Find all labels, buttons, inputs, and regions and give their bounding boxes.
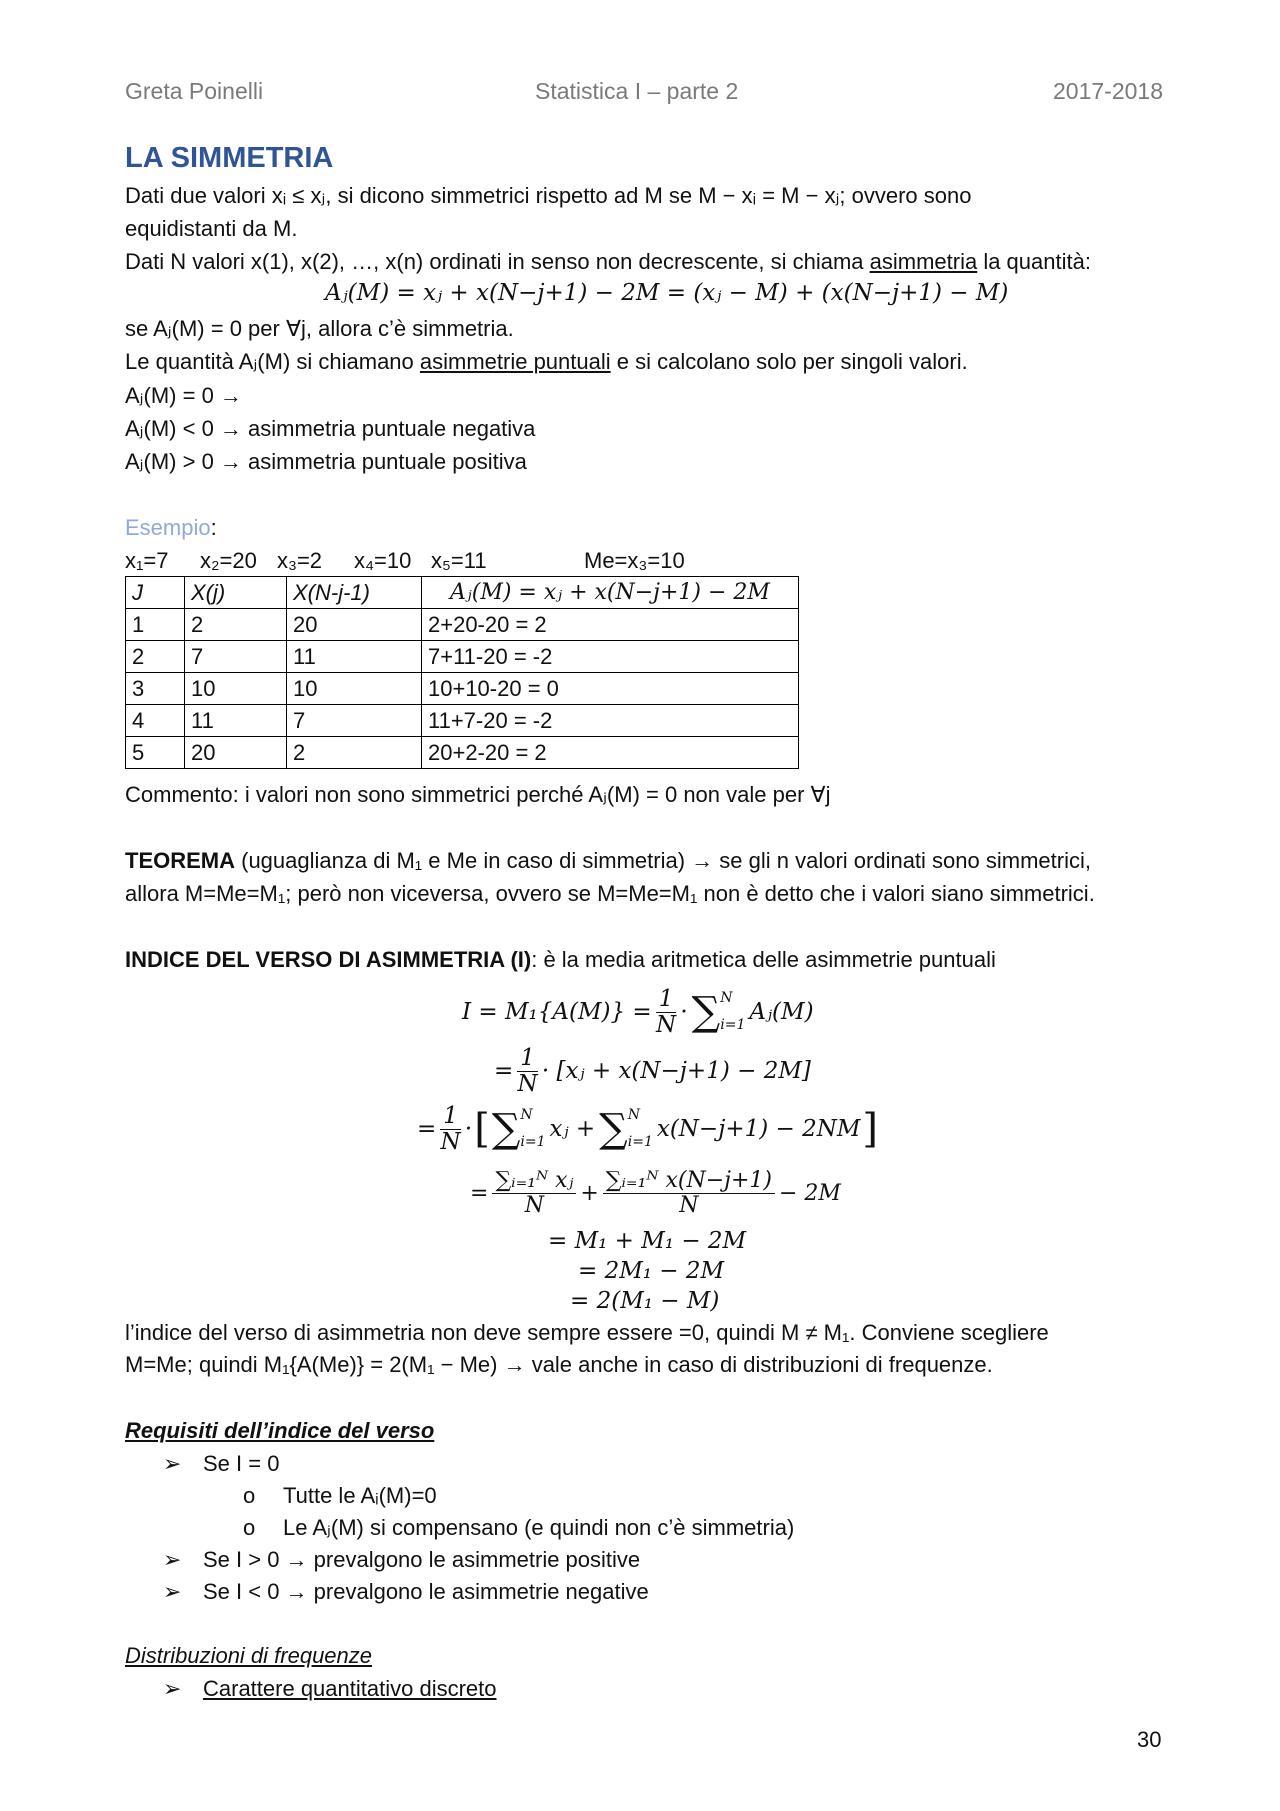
requisiti-sub-2 xyxy=(243,1515,794,1541)
requisiti-item-3-text: Se I < 0 → prevalgono le asimmetrie negative xyxy=(203,1579,649,1604)
table-cell: 2 xyxy=(126,641,185,673)
eq3-sum2-symbol: ∑ xyxy=(599,1106,628,1152)
index-after-line-2: M=Me; quindi M₁{A(Me)} = 2(M₁ − Me) → vale anche in caso di distribuzioni di frequenze. xyxy=(125,1352,993,1377)
eq3-sum-1 xyxy=(492,1102,546,1155)
eq2-rhs: · [xⱼ + x(N−j+1) − 2M] xyxy=(541,1058,811,1084)
eq1-denominator: N xyxy=(655,1011,677,1038)
eq4-fraction-1 xyxy=(492,1169,576,1216)
eq3-sum1-limits xyxy=(520,1102,545,1155)
example-value-1: x₁=7 xyxy=(125,548,169,573)
requisiti-item-3 xyxy=(163,1579,649,1605)
case-negative: Aⱼ(M) < 0 → asimmetria puntuale negativa xyxy=(125,416,536,441)
eq1-sum-lower: i=1 xyxy=(720,1017,746,1033)
circle-bullet-icon: o xyxy=(243,1515,256,1540)
example-table xyxy=(125,576,799,769)
table-cell: 10 xyxy=(287,673,422,705)
arrow-bullet-icon: ➢ xyxy=(163,1676,182,1701)
requisiti-title: Requisiti dell’indice del verso xyxy=(125,1418,435,1443)
section-title: LA SIMMETRIA xyxy=(125,142,334,174)
table-cell: 11+7-20 = -2 xyxy=(422,705,799,737)
formula-asymmetry: Aⱼ(M) = xⱼ + x(N−j+1) − 2M = (xⱼ − M) + (x(N−j+1) − M) xyxy=(325,280,1009,306)
table-cell: 2 xyxy=(287,737,422,769)
table-header-cell: X(j) xyxy=(185,577,287,609)
theorem-label: TEOREMA xyxy=(125,848,235,873)
eq4-tail: − 2M xyxy=(778,1180,841,1206)
example-label-colon: : xyxy=(210,515,217,540)
table-cell: 10+10-20 = 0 xyxy=(422,673,799,705)
table-header-cell: X(N-j-1) xyxy=(287,577,422,609)
table-cell: 10 xyxy=(185,673,287,705)
header-course: Statistica I – parte 2 xyxy=(535,78,739,104)
eq1-rhs: Aⱼ(M) xyxy=(749,999,814,1025)
table-header-cell: J xyxy=(126,577,185,609)
table-cell: 20 xyxy=(185,737,287,769)
table-header-cell: Aⱼ(M) = xⱼ + x(N−j+1) − 2M xyxy=(422,577,799,609)
header-author: Greta Poinelli xyxy=(125,78,264,104)
eq1-lhs: I = M₁{A(M)} = xyxy=(462,999,652,1025)
asymmetry-def-text: Dati N valori x(1), x(2), …, x(n) ordinati in senso non decrescente, si chiama xyxy=(125,249,870,274)
example-value-5: x₅=11 xyxy=(431,548,487,573)
point-asym-term: asimmetrie puntuali xyxy=(419,349,611,374)
table-row xyxy=(126,609,799,641)
equation-line-4 xyxy=(470,1160,841,1226)
example-median: Me=x₃=10 xyxy=(584,548,685,573)
equation-line-1 xyxy=(462,980,814,1044)
eq2-equals: = xyxy=(494,1058,514,1084)
eq3-denominator: N xyxy=(440,1128,461,1155)
eq3-sum-2 xyxy=(599,1102,653,1155)
point-asym-text: Le quantità Aⱼ(M) si chiamano xyxy=(125,349,420,374)
table-row xyxy=(126,705,799,737)
eq4-fraction-1-denominator: N xyxy=(524,1192,545,1218)
table-cell: 2+20-20 = 2 xyxy=(422,609,799,641)
table-row xyxy=(126,737,799,769)
eq1-sum xyxy=(692,985,746,1038)
eq4-fraction-2-numerator: ∑ᵢ₌₁ᴺ x(N−j+1) xyxy=(603,1169,775,1193)
theorem-line-1 xyxy=(125,848,1091,874)
paragraph-asymmetry-def xyxy=(125,249,1091,275)
circle-bullet-icon: o xyxy=(243,1483,256,1508)
table-cell: 3 xyxy=(126,673,185,705)
eq3-close-bracket: ] xyxy=(862,1106,879,1152)
eq4-fraction-2 xyxy=(603,1169,775,1216)
table-cell: 7 xyxy=(185,641,287,673)
page-number: 30 xyxy=(1137,1727,1162,1752)
example-comment: Commento: i valori non sono simmetrici perché Aⱼ(M) = 0 non vale per ∀j xyxy=(125,782,831,807)
example-value-4: x₄=10 xyxy=(354,548,412,573)
table-cell: 7 xyxy=(287,705,422,737)
eq2-fraction xyxy=(517,1046,538,1095)
eq2-denominator: N xyxy=(517,1070,538,1097)
table-cell: 20 xyxy=(287,609,422,641)
requisiti-sub-2-text: Le Aⱼ(M) si compensano (e quindi non c’è simmetria) xyxy=(283,1515,795,1540)
table-cell: 11 xyxy=(185,705,287,737)
index-heading xyxy=(125,947,996,973)
table-cell: 2 xyxy=(185,609,287,641)
eq3-sum2-upper: N xyxy=(627,1107,640,1124)
eq3-term-a: xⱼ + xyxy=(549,1116,596,1142)
eq3-numerator: 1 xyxy=(440,1104,461,1129)
eq3-sum1-lower: i=1 xyxy=(520,1134,546,1150)
equation-line-6: = 2M₁ − 2M xyxy=(578,1258,725,1284)
table-header-row xyxy=(126,577,799,609)
distribuzioni-item-1 xyxy=(163,1676,497,1702)
eq4-equals: = xyxy=(470,1180,489,1206)
requisiti-item-1-text: Se I = 0 xyxy=(203,1451,280,1476)
index-after-line-1: l’indice del verso di asimmetria non deve sempre essere =0, quindi M ≠ M₁. Conviene scegliere xyxy=(125,1320,1049,1345)
eq3-sum2-limits xyxy=(628,1102,653,1155)
arrow-bullet-icon: ➢ xyxy=(163,1451,182,1476)
table-cell: 7+11-20 = -2 xyxy=(422,641,799,673)
arrow-bullet-icon: ➢ xyxy=(163,1579,182,1604)
eq3-sum2-lower: i=1 xyxy=(627,1134,653,1150)
eq1-fraction xyxy=(656,987,677,1036)
example-label xyxy=(125,515,217,541)
index-label: INDICE DEL VERSO DI ASIMMETRIA (I) xyxy=(125,947,532,972)
table-cell: 4 xyxy=(126,705,185,737)
example-label-text: Esempio xyxy=(125,515,211,540)
distribuzioni-title: Distribuzioni di frequenze xyxy=(125,1643,373,1668)
requisiti-item-2 xyxy=(163,1547,640,1573)
requisiti-item-1 xyxy=(163,1451,279,1477)
eq1-numerator: 1 xyxy=(656,987,677,1012)
asymmetry-def-tail: la quantità: xyxy=(977,249,1091,274)
requisiti-sub-1 xyxy=(243,1483,437,1509)
eq1-sum-limits xyxy=(720,985,745,1038)
paragraph-symmetry-def: Dati due valori xᵢ ≤ xⱼ, si dicono simmetrici rispetto ad M se M − xᵢ = M − xⱼ; ovvero sono xyxy=(125,183,972,208)
table-cell: 20+2-20 = 2 xyxy=(422,737,799,769)
eq1-dot: · xyxy=(680,999,688,1025)
paragraph-symmetry-condition: se Aⱼ(M) = 0 per ∀j, allora c’è simmetria. xyxy=(125,316,514,341)
table-cell: 1 xyxy=(126,609,185,641)
equation-line-7: = 2(M₁ − M) xyxy=(570,1288,720,1314)
eq3-term-b: x(N−j+1) − 2NM xyxy=(656,1116,861,1142)
index-desc: : è la media aritmetica delle asimmetrie puntuali xyxy=(531,947,996,972)
eq3-open-bracket: [ xyxy=(474,1106,490,1152)
table-row xyxy=(126,673,799,705)
asymmetry-term: asimmetria xyxy=(869,249,978,274)
eq1-sum-symbol: ∑ xyxy=(691,989,721,1035)
eq3-sum1-upper: N xyxy=(520,1107,533,1124)
requisiti-sub-1-text: Tutte le Aᵢ(M)=0 xyxy=(283,1483,437,1508)
eq1-sum-upper: N xyxy=(720,990,733,1007)
table-cell: 5 xyxy=(126,737,185,769)
equation-line-5: = M₁ + M₁ − 2M xyxy=(548,1228,747,1254)
equation-line-2 xyxy=(494,1040,811,1102)
theorem-text: (uguaglianza di M₁ e Me in caso di simmetria) → se gli n valori ordinati sono simmetrici, xyxy=(235,848,1091,873)
example-value-2: x₂=20 xyxy=(200,548,257,573)
example-value-3: x₃=2 xyxy=(277,548,323,573)
point-asym-tail: e si calcolano solo per singoli valori. xyxy=(610,349,968,374)
arrow-bullet-icon: ➢ xyxy=(163,1547,182,1572)
case-positive: Aⱼ(M) > 0 → asimmetria puntuale positiva xyxy=(125,449,527,474)
eq3-equals: = xyxy=(417,1116,437,1142)
eq4-fraction-2-denominator: N xyxy=(679,1192,699,1218)
paragraph-symmetry-def-end: equidistanti da M. xyxy=(125,216,298,241)
eq4-plus: + xyxy=(580,1180,599,1206)
eq3-dot: · xyxy=(464,1116,473,1142)
header-year: 2017-2018 xyxy=(1053,78,1163,104)
table-row xyxy=(126,641,799,673)
equation-line-3 xyxy=(417,1095,878,1163)
eq3-sum1-symbol: ∑ xyxy=(491,1106,521,1152)
distribuzioni-item-1-text: Carattere quantitativo discreto xyxy=(203,1676,497,1701)
table-cell: 11 xyxy=(287,641,422,673)
eq4-fraction-1-numerator: ∑ᵢ₌₁ᴺ xⱼ xyxy=(492,1169,576,1193)
paragraph-point-asymmetries xyxy=(125,349,968,375)
eq2-numerator: 1 xyxy=(517,1046,538,1071)
case-zero: Aⱼ(M) = 0 → xyxy=(125,383,242,408)
requisiti-item-2-text: Se I > 0 → prevalgono le asimmetrie positive xyxy=(203,1547,641,1572)
theorem-line-2: allora M=Me=M₁; però non viceversa, ovvero se M=Me=M₁ non è detto che i valori siano simmetrici. xyxy=(125,881,1095,906)
eq3-fraction xyxy=(440,1104,461,1153)
